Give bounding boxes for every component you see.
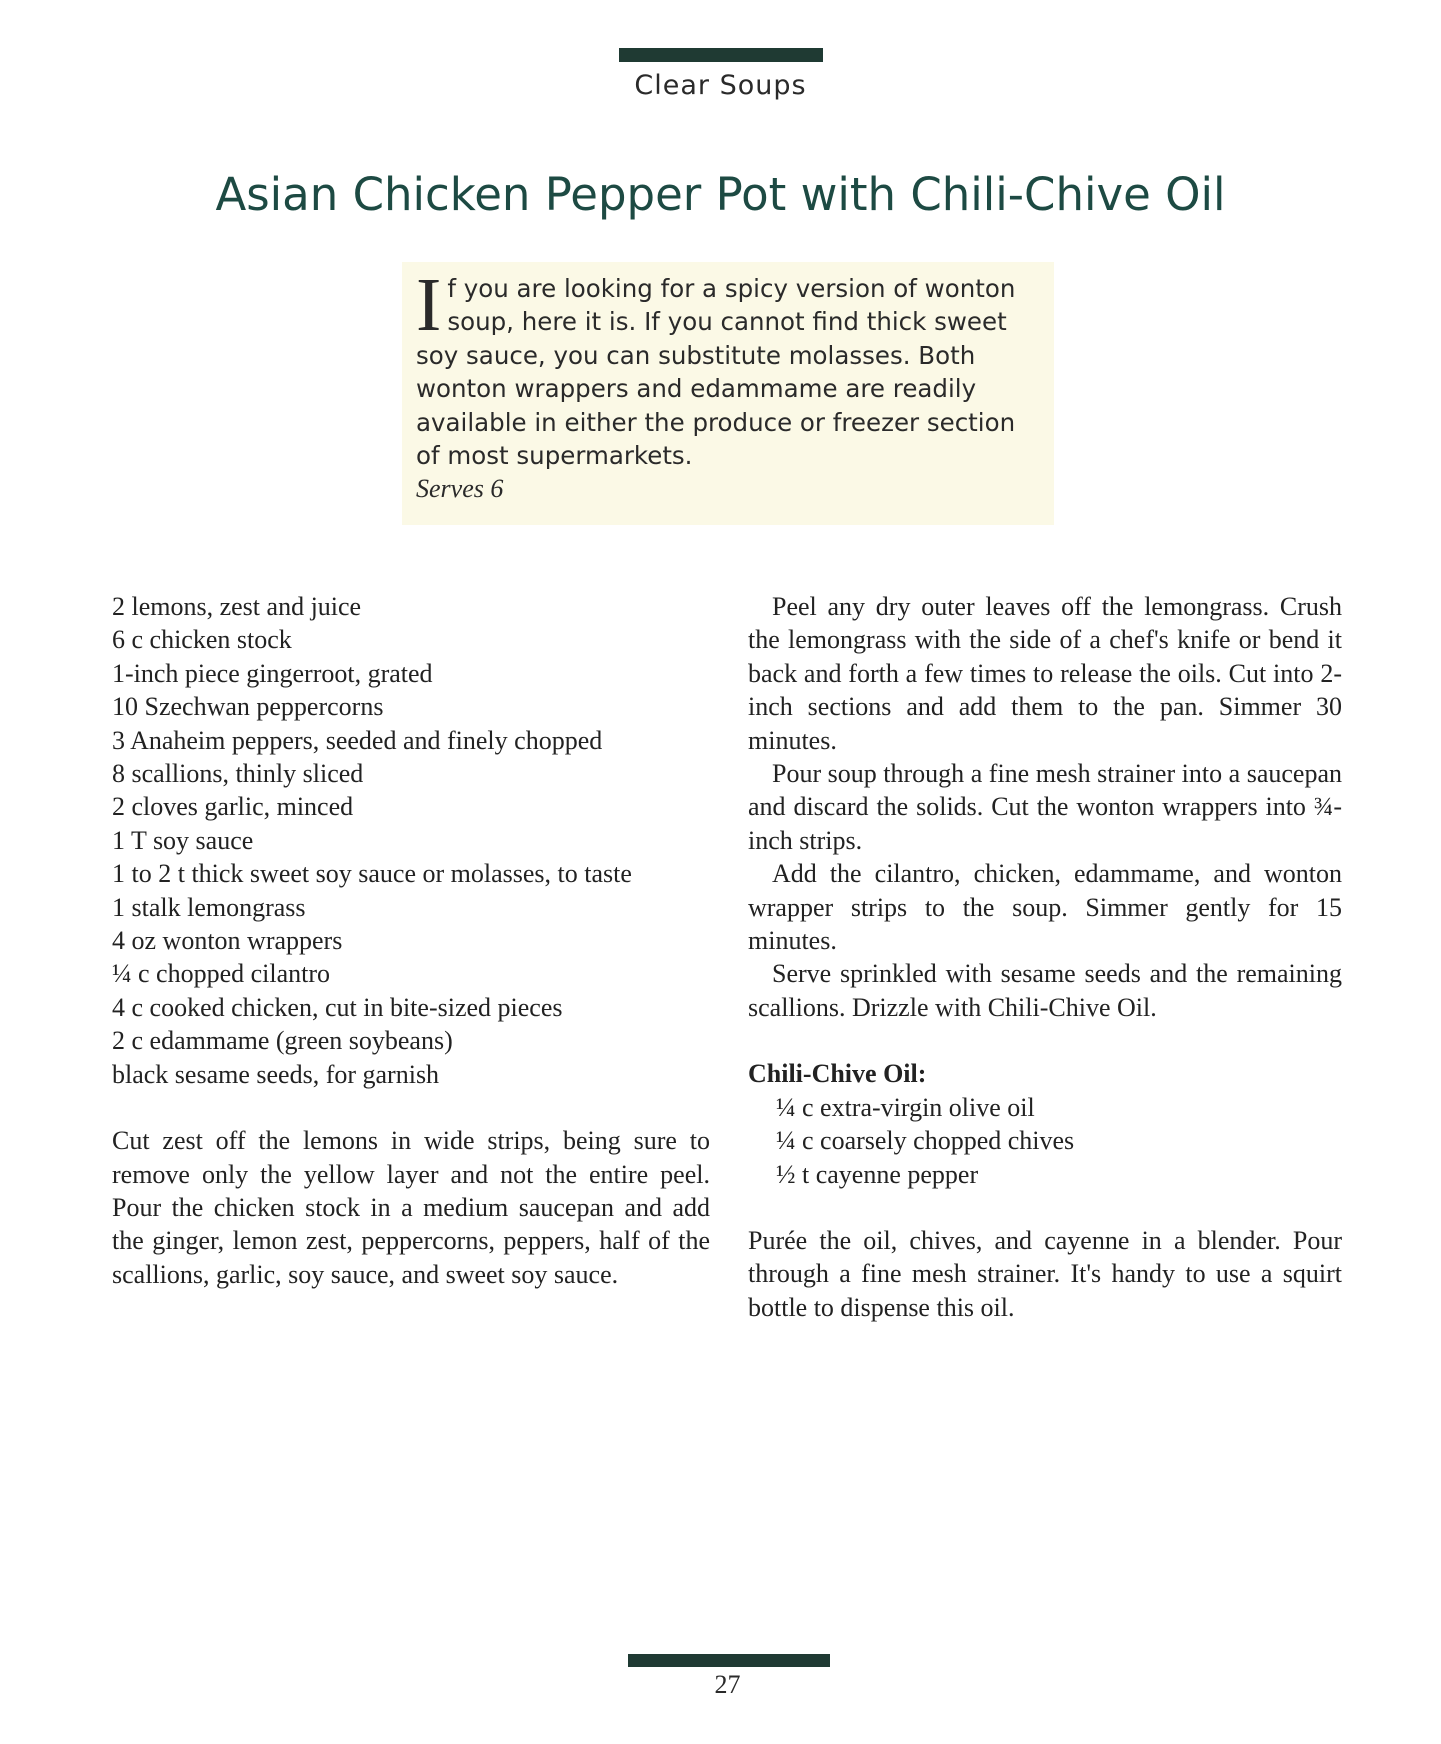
ingredient-item: ¼ c chopped cilantro xyxy=(112,959,331,989)
ingredient-item: 1-inch piece gingerroot, grated xyxy=(112,658,433,688)
running-head: Clear Soups xyxy=(634,70,807,101)
recipe-title: Asian Chicken Pepper Pot with Chili-Chive Oil xyxy=(215,168,1226,221)
page-number: 27 xyxy=(714,1670,741,1699)
ingredient-item: 1 T soy sauce xyxy=(112,825,254,855)
oil-ingredient-item: ¼ c extra-virgin olive oil xyxy=(776,1092,1035,1122)
ingredient-item: 1 stalk lemongrass xyxy=(112,892,306,922)
ingredient-item: 2 lemons, zest and juice xyxy=(112,592,362,621)
ingredient-item: 2 cloves garlic, minced xyxy=(112,792,354,822)
oil-ingredient-item: ½ t cayenne pepper xyxy=(776,1159,979,1189)
ingredient-item: 8 scallions, thinly sliced xyxy=(112,759,364,789)
step-paragraph: Serve sprinkled with sesame seeds and the remaining scallions. Drizzle with Chili-Chive Oil. xyxy=(748,959,1342,1022)
ingredient-item: black sesame seeds, for garnish xyxy=(112,1059,440,1089)
step-paragraph: Add the cilantro, chicken, edammame, and wonton wrapper strips to the soup. Simmer gently for 15 minutes. xyxy=(748,859,1342,956)
drop-cap: I xyxy=(416,263,442,347)
ingredient-item: 10 Szechwan peppercorns xyxy=(112,692,384,722)
ingredient-item: 4 oz wonton wrappers xyxy=(112,926,343,956)
left-column xyxy=(112,590,710,1291)
oil-ingredient-item: ¼ c coarsely chopped chives xyxy=(776,1126,1075,1156)
ingredient-item: 3 Anaheim peppers, seeded and finely chopped xyxy=(112,725,603,755)
oil-ingredient-list xyxy=(748,1091,1342,1191)
ingredient-item: 6 c chicken stock xyxy=(112,625,292,655)
header-rule xyxy=(619,48,823,62)
serves-note: Serves 6 xyxy=(416,474,504,504)
intro-text: f you are looking for a spicy version of wonton soup, here it is. If you cannot find thick sweet soy sauce, you can substitute molasses. Both wonton wrappers and edammame are readily available in either the produce or freezer section of most supermarkets. xyxy=(416,274,1016,471)
oil-title: Chili-Chive Oil: xyxy=(748,1059,927,1089)
ingredient-list xyxy=(112,590,710,1091)
intro-box xyxy=(402,262,1054,525)
step-paragraph: Peel any dry outer leaves off the lemongrass. Crush the lemongrass with the side of a chef's knife or bend it back and forth a few times to release the oils. Cut into 2-inch sections and add them to the pan. Simmer 30 minutes. xyxy=(748,592,1342,755)
step-paragraph: Cut zest off the lemons in wide strips, being sure to remove only the yellow layer and not the entire peel. Pour the chicken stock in a medium saucepan and add the ginger, lemon zest, peppercorns, peppers, half of the scallions, garlic, soy sauce, and sweet soy sauce. xyxy=(112,1126,710,1289)
ingredient-item: 2 c edammame (green soybeans) xyxy=(112,1026,453,1056)
ingredient-item: 1 to 2 t thick sweet soy sauce or molasses, to taste xyxy=(112,859,632,889)
oil-step-paragraph: Purée the oil, chives, and cayenne in a blender. Pour through a fine mesh strainer. It's handy to use a squirt bottle to dispense this oil. xyxy=(748,1225,1342,1322)
step-paragraph: Pour soup through a fine mesh strainer into a saucepan and discard the solids. Cut the wonton wrappers into ¾-inch strips. xyxy=(748,759,1342,855)
footer-rule xyxy=(628,1654,830,1667)
ingredient-item: 4 c cooked chicken, cut in bite-sized pieces xyxy=(112,992,563,1022)
right-column xyxy=(748,590,1342,1324)
